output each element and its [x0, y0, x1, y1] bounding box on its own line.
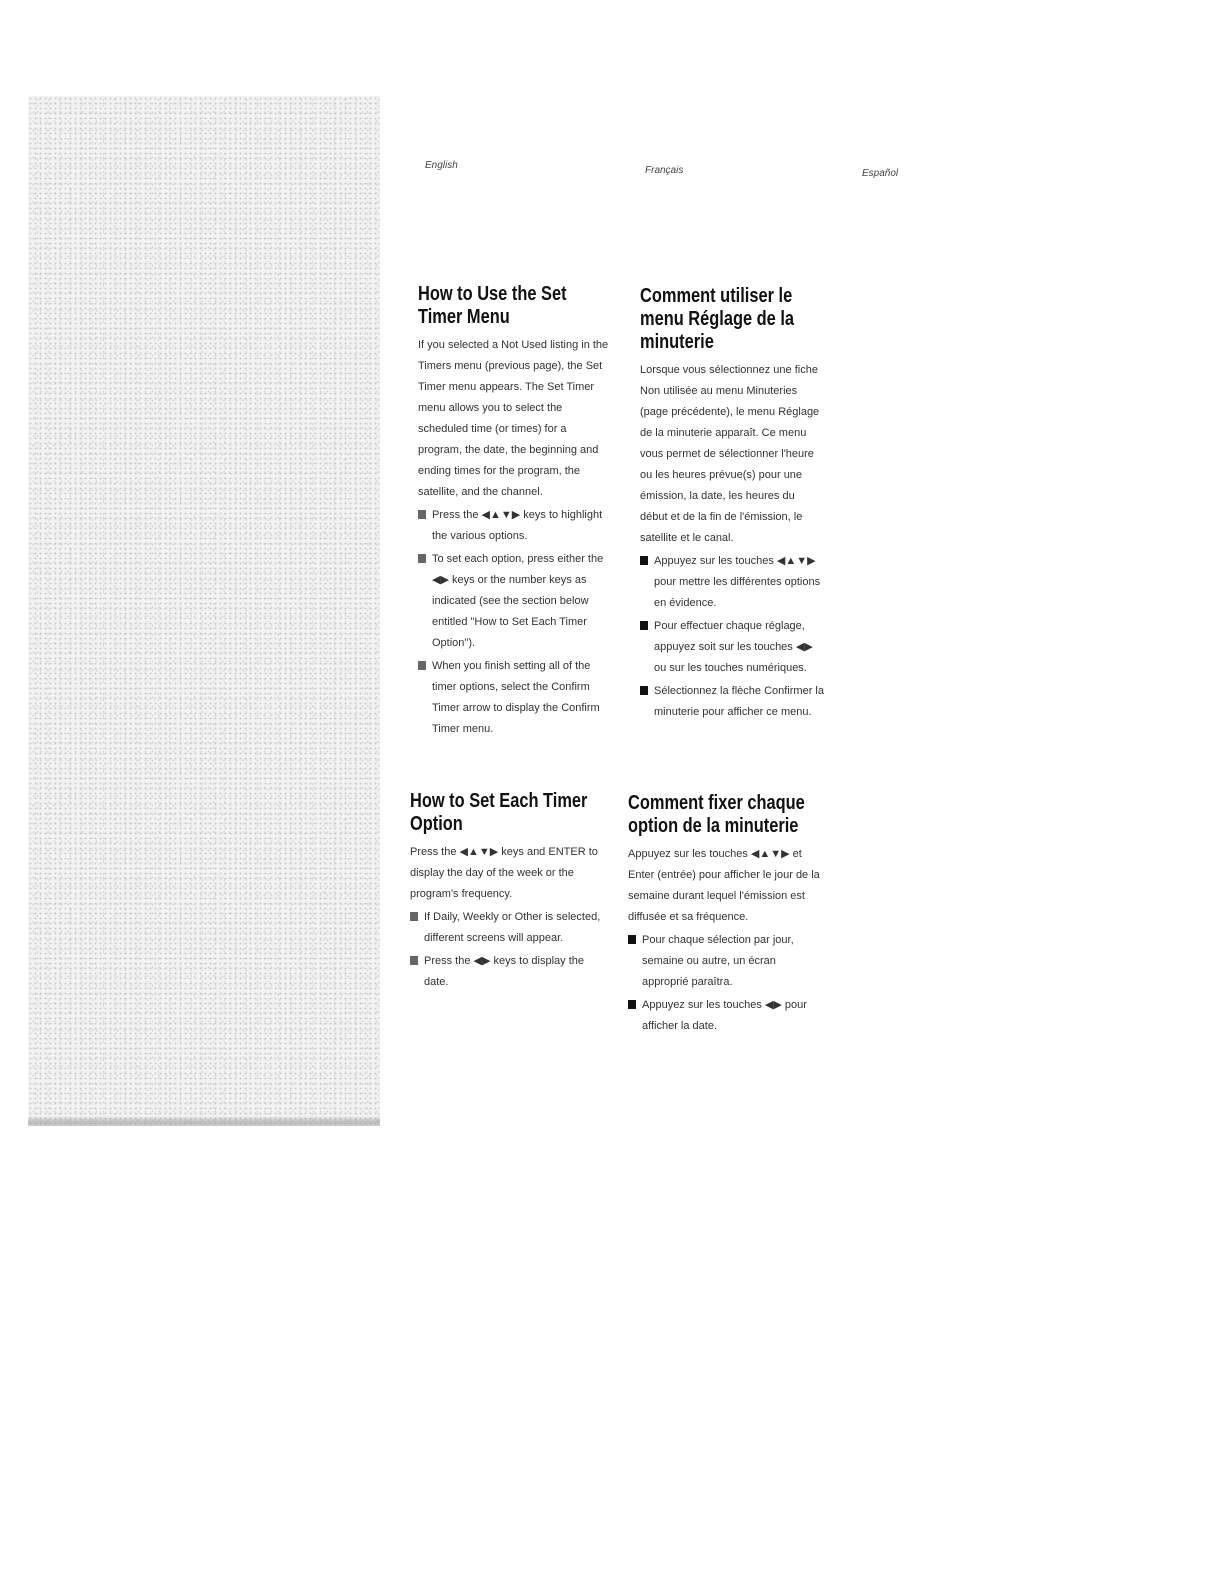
- step-1-marker: [418, 510, 426, 519]
- step-text: Pour chaque sélection par jour, semaine ou autre, un écran approprié paraîtra.: [642, 934, 794, 988]
- english-section-set-timer-menu: [418, 283, 610, 740]
- step-1-marker: [628, 935, 636, 944]
- section-intro: If you selected a Not Used listing in the Timers menu (previous page), the Set Timer menu appears. The Set Timer menu allows you to select the scheduled time (or times) for a program, the date, the beginning and ending times for the program, the satellite, and the channel.: [418, 339, 609, 498]
- section-intro: Appuyez sur les touches ◀▲▼▶ et Enter (entrée) pour afficher le jour de la semaine durant lequel l'émission est diffusée et sa fréquence.: [628, 848, 820, 923]
- french-section-set-timer-menu: [640, 285, 825, 723]
- step-2-marker: [628, 1000, 636, 1009]
- step-3-marker: [640, 686, 648, 695]
- list-item: [640, 551, 825, 614]
- step-1-marker: [640, 556, 648, 565]
- step-text: Appuyez sur les touches ◀▲▼▶ pour mettre les différentes options en évidence.: [654, 555, 821, 609]
- step-text: Appuyez sur les touches ◀▶ pour afficher la date.: [642, 999, 807, 1032]
- step-text: Press the ◀▶ keys to display the date.: [424, 955, 584, 988]
- section-intro: Lorsque vous sélectionnez une fiche Non utilisée au menu Minuteries (page précédente), le menu Réglage de la minuterie apparaît. Ce menu vous permet de sélectionner l'heure ou les heures prévue(s) pour une émission, la date, les heures du début et de la fin de l'émission, le satellite et le canal.: [640, 364, 820, 544]
- step-1-marker: [410, 912, 418, 921]
- list-item: [418, 549, 610, 654]
- language-label-spanish: Español: [862, 168, 899, 179]
- step-text: If Daily, Weekly or Other is selected, different screens will appear.: [424, 911, 601, 944]
- section-title: Comment utiliser le menu Réglage de la minuterie: [640, 285, 795, 353]
- step-text: Press the ◀▲▼▶ keys to highlight the various options.: [432, 509, 603, 542]
- list-item: [640, 681, 825, 723]
- step-list: [640, 551, 825, 723]
- step-text: When you finish setting all of the timer options, select the Confirm Timer arrow to display the Confirm Timer menu.: [432, 660, 600, 735]
- language-label-french: Français: [645, 165, 684, 176]
- french-section-set-each-option: [628, 792, 820, 1037]
- step-text: Sélectionnez la flèche Confirmer la minuterie pour afficher ce menu.: [654, 685, 824, 718]
- step-text: To set each option, press either the ◀▶ keys or the number keys as indicated (see the section below entitled "How to Set Each Timer Option").: [432, 553, 604, 649]
- step-list: [628, 930, 820, 1037]
- section-title: Comment fixer chaque option de la minuterie: [628, 792, 805, 837]
- step-list: [410, 907, 606, 993]
- scanned-page-edge: [28, 96, 380, 1126]
- list-item: [628, 930, 820, 993]
- list-item: [418, 656, 610, 740]
- step-list: [418, 505, 610, 740]
- list-item: [640, 616, 825, 679]
- section-title: How to Set Each Timer Option: [410, 790, 588, 835]
- list-item: [410, 907, 606, 949]
- list-item: [628, 995, 820, 1037]
- english-section-set-each-option: [410, 790, 606, 993]
- section-intro: Press the ◀▲▼▶ keys and ENTER to display the day of the week or the program's frequency.: [410, 846, 598, 900]
- step-2-marker: [418, 554, 426, 563]
- section-title: How to Use the Set Timer Menu: [418, 283, 567, 328]
- list-item: [410, 951, 606, 993]
- step-2-marker: [640, 621, 648, 630]
- step-3-marker: [418, 661, 426, 670]
- language-label-english: English: [425, 160, 458, 171]
- step-text: Pour effectuer chaque réglage, appuyez soit sur les touches ◀▶ ou sur les touches numériques.: [654, 620, 813, 674]
- list-item: [418, 505, 610, 547]
- step-2-marker: [410, 956, 418, 965]
